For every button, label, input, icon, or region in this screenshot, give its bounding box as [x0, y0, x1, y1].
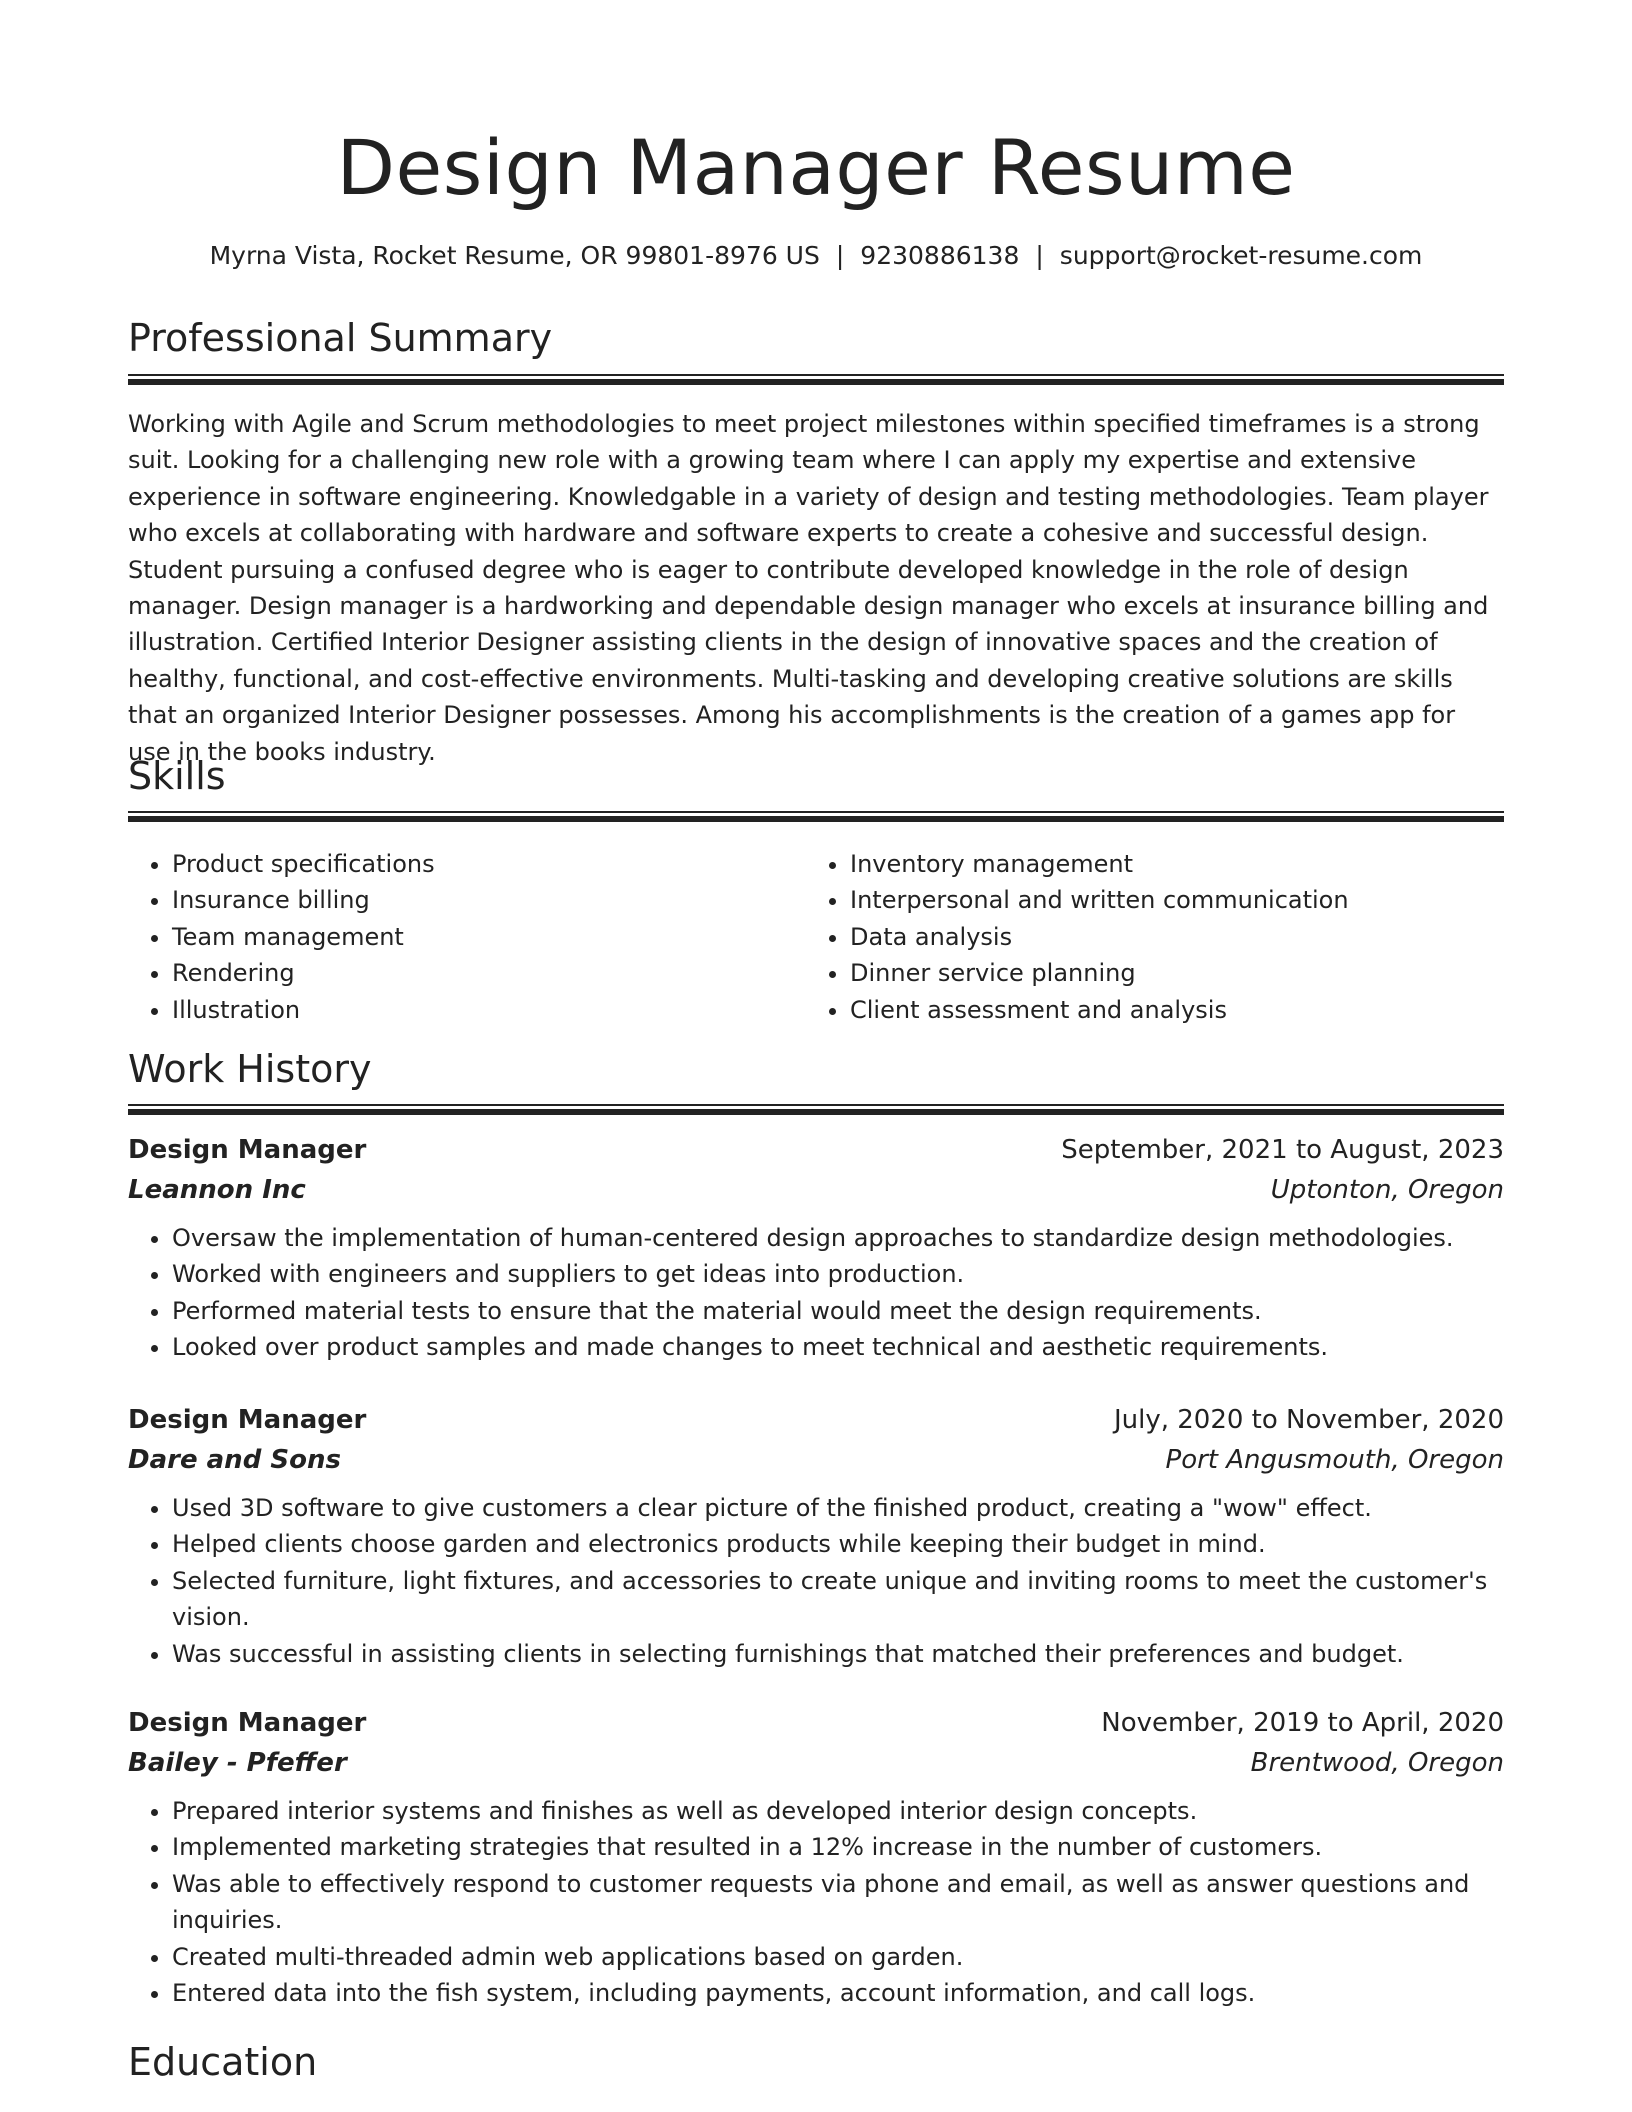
job-bullets [128, 1490, 1504, 1672]
job-entry [128, 1703, 1504, 2011]
job-location: Uptonton, Oregon [1270, 1175, 1504, 1205]
job-bullet: • Performed material tests to ensure that the material would meet the design requirements. [172, 1293, 1504, 1329]
skill-item: • Insurance billing [172, 882, 792, 918]
job-dates: November, 2019 to April, 2020 [1101, 1708, 1504, 1738]
job-company: Leannon Inc [128, 1175, 306, 1205]
skills-heading: Skills [128, 754, 226, 798]
job-bullet: • Created multi-threaded admin web applications based on garden. [172, 1939, 1504, 1975]
summary-heading: Professional Summary [128, 316, 553, 360]
job-entry [128, 1400, 1504, 1672]
job-bullet: • Worked with engineers and suppliers to get ideas into production. [172, 1256, 1504, 1292]
contact-address: Myrna Vista, Rocket Resume, OR 99801-8976 US [209, 241, 820, 270]
section-divider [128, 1104, 1504, 1115]
contact-separator: | [1035, 241, 1044, 270]
job-dates: July, 2020 to November, 2020 [1113, 1405, 1504, 1435]
job-title: Design Manager [128, 1405, 367, 1435]
job-bullet: • Entered data into the fish system, including payments, account information, and call logs. [172, 1975, 1504, 2011]
skill-item: • Product specifications [172, 846, 792, 882]
section-divider [128, 811, 1504, 822]
contact-phone: 9230886138 [860, 241, 1020, 270]
skills-column-left [128, 846, 792, 1028]
page-title: Design Manager Resume [336, 123, 1296, 212]
skill-item: • Data analysis [850, 919, 1490, 955]
job-entry [128, 1130, 1504, 1366]
skill-item: • Rendering [172, 955, 792, 991]
skill-item: • Client assessment and analysis [850, 992, 1490, 1028]
job-dates: September, 2021 to August, 2023 [1061, 1135, 1504, 1165]
skill-item: • Illustration [172, 992, 792, 1028]
education-heading: Education [128, 2040, 318, 2084]
job-bullets [128, 1793, 1504, 2011]
summary-text: Working with Agile and Scrum methodologies to meet project milestones within specified timeframes is a strong suit. Looking for a challenging new role with a growing team where I can apply my expertise and extensive experience in software engineering. Knowledgable in a variety of design and testing methodologies. Team player who excels at collaborating with hardware and software experts to create a cohesive and successful design. Student pursuing a confused degree who is eager to contribute developed knowledge in the role of design manager. Design manager is a hardworking and dependable design manager who excels at insurance billing and illustration. Certified Interior Designer assisting clients in the design of innovative spaces and the creation of healthy, functional, and cost-effective environments. Multi-tasking and developing creative solutions are skills that an organized Interior Designer possesses. Among his accomplishments is the creation of a games app for use in the books industry. [128, 410, 1489, 766]
job-bullet: • Prepared interior systems and finishes as well as developed interior design concepts. [172, 1793, 1504, 1829]
work-history-heading: Work History [128, 1047, 372, 1091]
job-title: Design Manager [128, 1708, 367, 1738]
job-bullet: • Oversaw the implementation of human-centered design approaches to standardize design methodologies. [172, 1220, 1504, 1256]
job-bullet: • Used 3D software to give customers a clear picture of the finished product, creating a "wow" effect. [172, 1490, 1504, 1526]
contact-line [0, 238, 1632, 274]
skill-item: • Dinner service planning [850, 955, 1490, 991]
job-bullet: • Looked over product samples and made changes to meet technical and aesthetic requirements. [172, 1329, 1504, 1365]
job-company: Dare and Sons [128, 1445, 341, 1475]
job-title: Design Manager [128, 1135, 367, 1165]
job-bullets [128, 1220, 1504, 1366]
contact-email: support@rocket-resume.com [1059, 241, 1423, 270]
skill-item: • Team management [172, 919, 792, 955]
job-company: Bailey - Pfeffer [128, 1748, 347, 1778]
section-divider [128, 374, 1504, 385]
job-location: Port Angusmouth, Oregon [1165, 1445, 1504, 1475]
job-bullet: • Helped clients choose garden and electronics products while keeping their budget in mind. [172, 1526, 1504, 1562]
skill-item: • Interpersonal and written communication [850, 882, 1490, 918]
job-location: Brentwood, Oregon [1250, 1748, 1504, 1778]
skills-column-right [806, 846, 1490, 1028]
contact-separator: | [835, 241, 845, 270]
job-bullet: • Selected furniture, light fixtures, and accessories to create unique and inviting rooms to meet the customer's vision. [172, 1563, 1504, 1636]
skill-item: • Inventory management [850, 846, 1490, 882]
job-bullet: • Was successful in assisting clients in selecting furnishings that matched their preferences and budget. [172, 1636, 1504, 1672]
job-bullet: • Implemented marketing strategies that resulted in a 12% increase in the number of customers. [172, 1829, 1504, 1865]
job-bullet: • Was able to effectively respond to customer requests via phone and email, as well as answer questions and inquiries. [172, 1866, 1504, 1939]
